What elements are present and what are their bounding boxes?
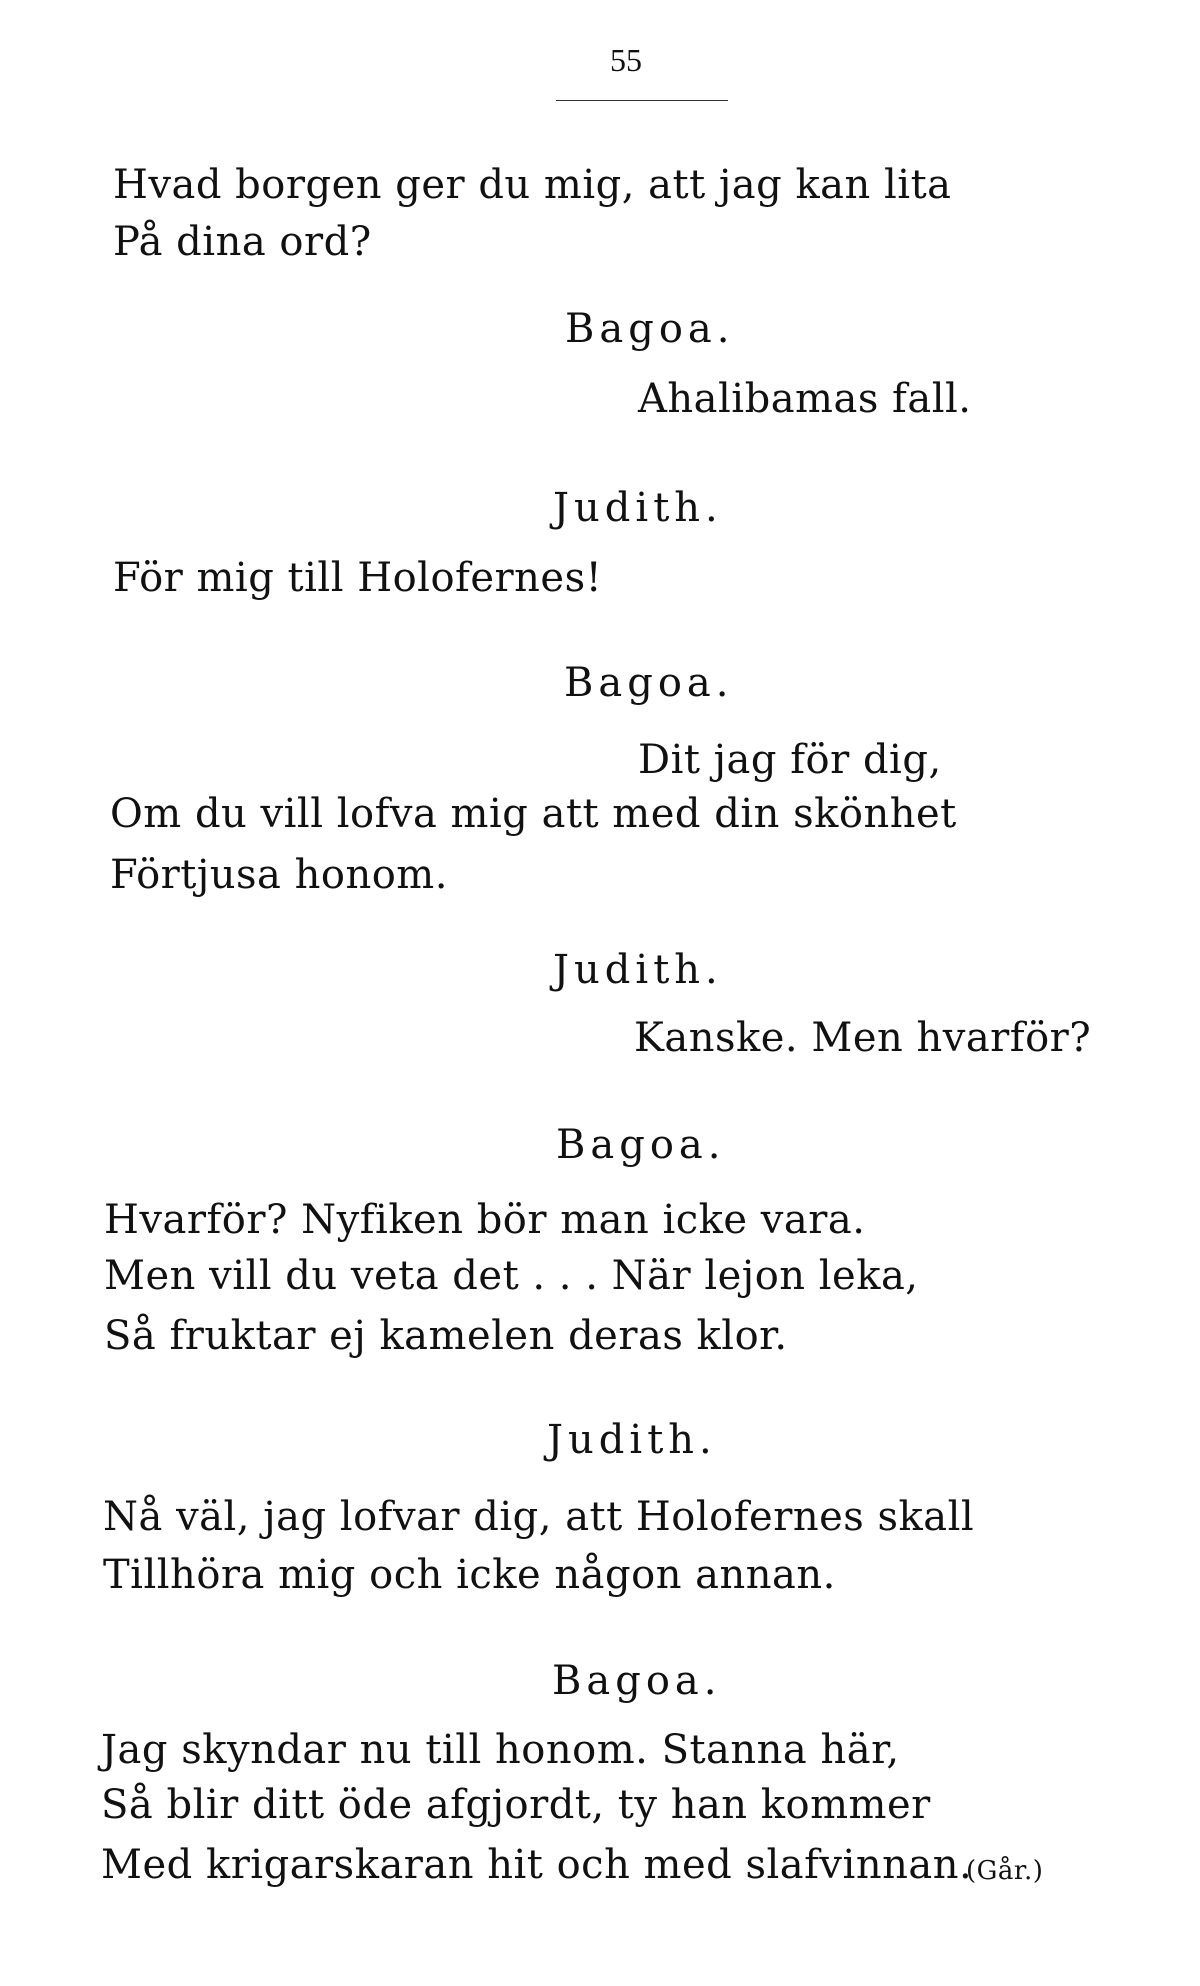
speaker-name: Judith. <box>553 947 723 993</box>
page-number: 55 <box>610 42 642 78</box>
verse-line: Så blir ditt öde afgjordt, ty han kommer <box>101 1782 931 1828</box>
verse-line: Om du vill lofva mig att med din skönhet <box>110 791 957 837</box>
speaker-name: Bagoa. <box>556 1122 726 1168</box>
verse-line: För mig till Holofernes! <box>113 555 603 601</box>
speaker-name: Judith. <box>547 1417 717 1463</box>
verse-line: Dit jag för dig, <box>638 737 942 783</box>
verse-line: Förtjusa honom. <box>110 852 448 898</box>
stage-direction: (Går.) <box>966 1856 1044 1886</box>
speaker-name: Bagoa. <box>564 660 734 706</box>
verse-line: På dina ord? <box>113 219 372 265</box>
verse-line: Kanske. Men hvarför? <box>634 1015 1092 1061</box>
speaker-name: Judith. <box>553 485 723 531</box>
speaker-name: Bagoa. <box>565 306 735 352</box>
verse-line: Ahalibamas fall. <box>638 376 972 422</box>
verse-line: Med krigarskaran hit och med slafvinnan. <box>101 1842 973 1888</box>
header-rule <box>556 100 728 101</box>
verse-line: Tillhöra mig och icke någon annan. <box>103 1552 836 1598</box>
speaker-name: Bagoa. <box>552 1658 722 1704</box>
verse-line: Så fruktar ej kamelen deras klor. <box>104 1313 788 1359</box>
verse-line: Men vill du veta det . . . När lejon leka, <box>104 1253 919 1299</box>
verse-line: Hvad borgen ger du mig, att jag kan lita <box>113 162 952 208</box>
verse-line: Nå väl, jag lofvar dig, att Holofernes skall <box>103 1494 975 1540</box>
verse-line: Hvarför? Nyfiken bör man icke vara. <box>104 1197 866 1243</box>
verse-line: Jag skyndar nu till honom. Stanna här, <box>101 1727 900 1773</box>
